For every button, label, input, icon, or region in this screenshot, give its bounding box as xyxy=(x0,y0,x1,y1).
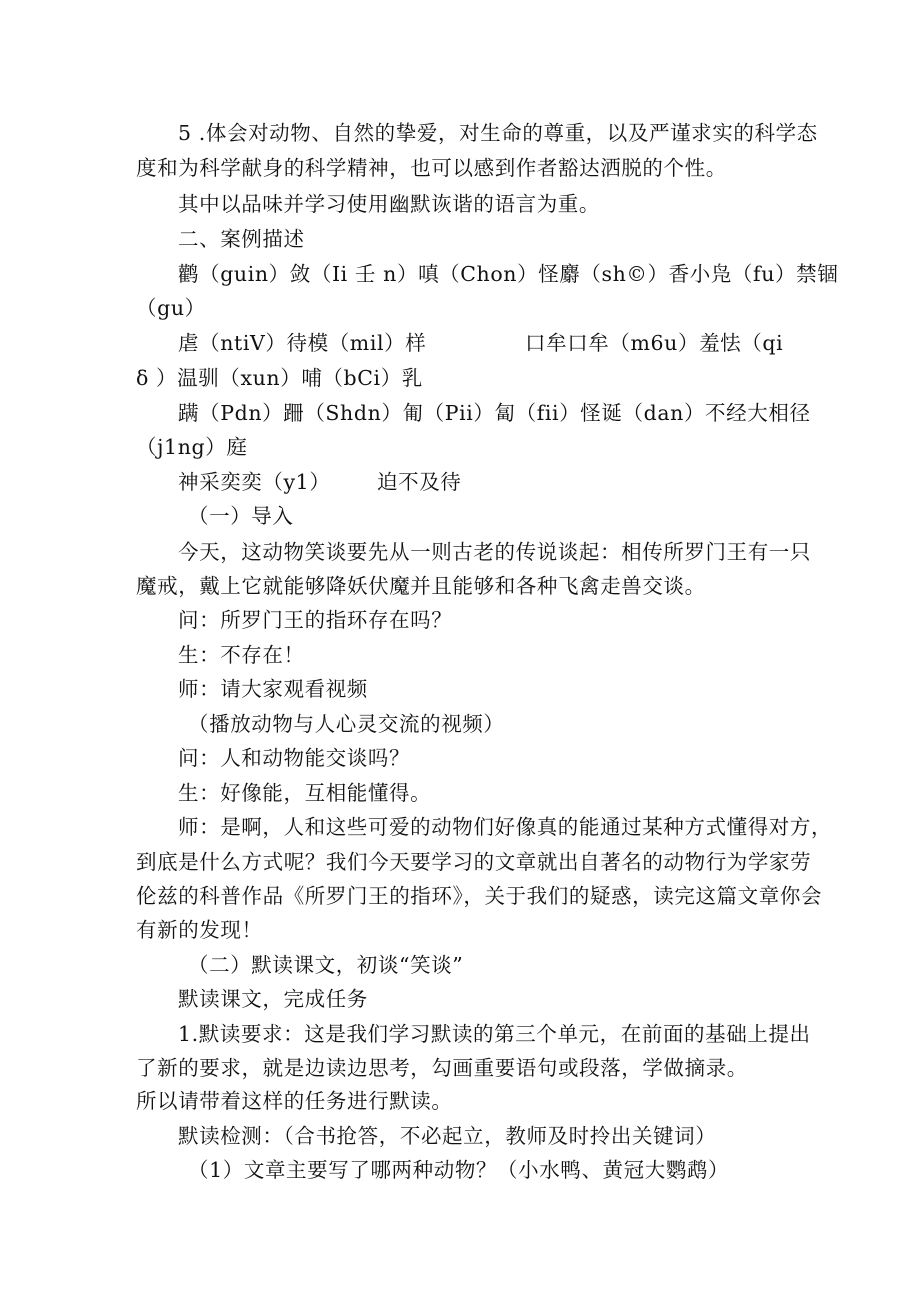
paragraph-goal-5-line2: 度和为科学献身的科学精神，也可以感到作者豁达洒脱的个性。 xyxy=(136,156,727,180)
vocab-line-1: 鹳（guin）敛（Ii 壬 n）嗔（Chon）怪麝（sh©）香小凫（fu）禁锢 xyxy=(178,262,839,286)
paragraph-goal-5-line1: 5 .体会对动物、自然的挚爱，对生命的尊重，以及严谨求实的科学态 xyxy=(178,121,818,145)
requirement-line2: 了新的要求，就是边读边思考，勾画重要语句或段落，学做摘录。 xyxy=(136,1056,748,1080)
subheading-intro: （一）导入 xyxy=(188,504,294,528)
vocab-line-4a: 神采奕奕（y1） xyxy=(178,470,331,494)
teacher-para-line2: 到底是什么方式呢？我们今天要学习的文章就出自著名的动物行为学家劳 xyxy=(136,850,812,874)
teacher-para-line1: 师：是啊，人和这些可爱的动物们好像真的能通过某种方式懂得对方， xyxy=(178,815,833,839)
intro-para-line2: 魔戒，戴上它就能够降妖伏魔并且能够和各种飞禽走兽交谈。 xyxy=(136,574,706,598)
requirement-line1: 1.默读要求：这是我们学习默读的第三个单元，在前面的基础上提出 xyxy=(178,1022,811,1046)
vocab-line-3-cont: （j1ng）庭 xyxy=(136,435,248,459)
section-heading-case: 二、案例描述 xyxy=(178,227,305,251)
dialogue-t1: 师：请大家观看视频 xyxy=(178,677,368,701)
dialogue-q2: 问：人和动物能交谈吗？ xyxy=(178,746,411,770)
subheading-silent-reading: （二）默读课文，初谈“笑谈” xyxy=(188,953,464,977)
vocab-line-2a: 虐（ntiV）待模（mil）样 xyxy=(178,331,427,355)
dialogue-a2: 生：好像能，互相能懂得。 xyxy=(178,781,432,805)
task-line: 默读课文，完成任务 xyxy=(178,987,368,1011)
question-1: （1）文章主要写了哪两种动物？（小水鸭、黄冠大鹦鹉） xyxy=(188,1158,730,1182)
check-line: 默读检测：（合书抢答，不必起立，教师及时拎出关键词） xyxy=(178,1124,717,1148)
vocab-line-1-cont: （gu） xyxy=(136,296,206,320)
teacher-para-line4: 有新的发现！ xyxy=(136,918,263,942)
dialogue-q1: 问：所罗门王的指环存在吗？ xyxy=(178,608,453,632)
vocab-line-4b: 迫不及待 xyxy=(377,470,462,494)
stage-note-video: （播放动物与人心灵交流的视频） xyxy=(188,712,505,736)
intro-para-line1: 今天，这动物笑谈要先从一则古老的传说谈起：相传所罗门王有一只 xyxy=(178,540,811,564)
dialogue-a1: 生：不存在！ xyxy=(178,643,305,667)
teacher-para-line3: 伦兹的科普作品《所罗门王的指环》，关于我们的疑惑，读完这篇文章你会 xyxy=(136,884,823,908)
vocab-line-2-cont: δ ）温驯（xun）哺（bCi）乳 xyxy=(136,366,423,390)
paragraph-focus: 其中以品味并学习使用幽默诙谐的语言为重。 xyxy=(178,192,600,216)
requirement-line3: 所以请带着这样的任务进行默读。 xyxy=(136,1089,453,1113)
vocab-line-3: 蹒（Pdn）跚（Shdn）匍（Pii）匐（fii）怪诞（dan）不经大相径 xyxy=(178,401,811,425)
vocab-line-2b: 口牟口牟（m6u）羞怯（qi xyxy=(525,331,784,355)
